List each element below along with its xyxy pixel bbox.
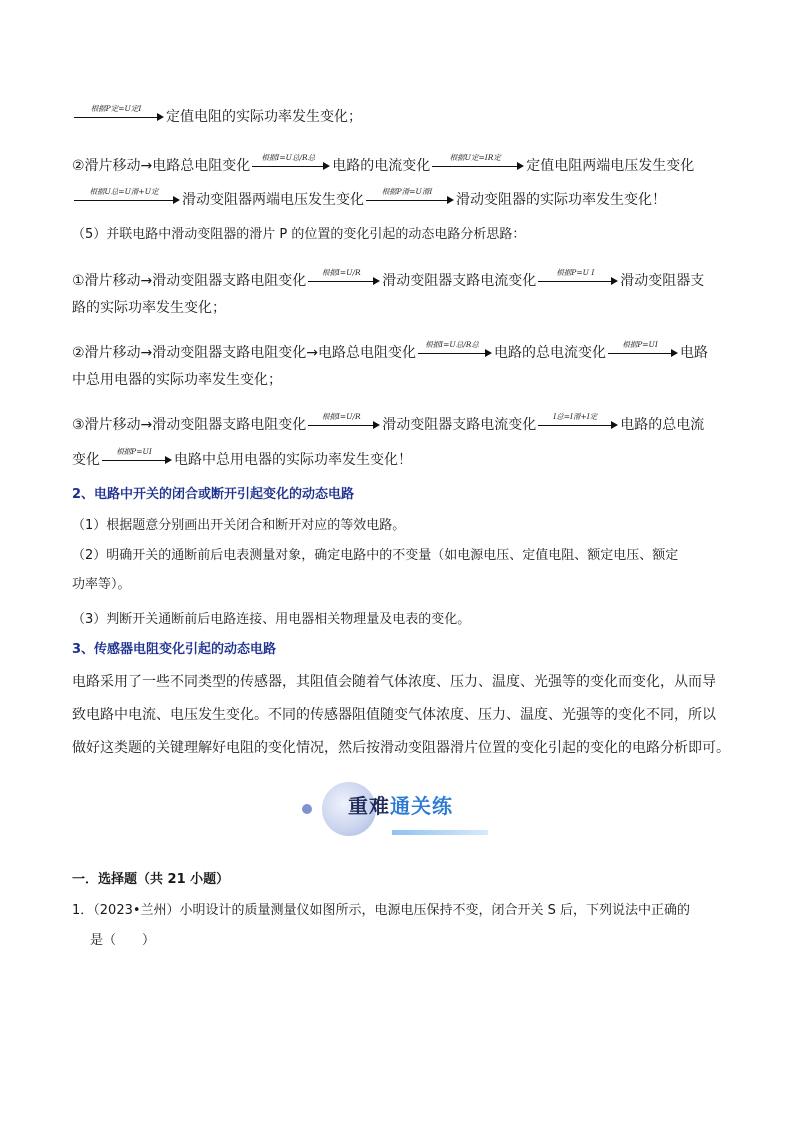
arrow-annotation: 根据P滑=U滑I bbox=[366, 189, 454, 211]
question-1-line-2: 是（ ） bbox=[90, 933, 156, 948]
paragraph-3c: 做好这类题的关键理解好电阻的变化情况，然后按滑动变阻器滑片位置的变化引起的变化的电路分析即可。 bbox=[72, 740, 730, 756]
text-line-7: ②滑片移动→滑动变阻器支路电阻变化→电路总电阻变化 根据I=U总/R总 电路的总电流变化 根据P=UI 电路 bbox=[72, 342, 722, 364]
paragraph-2-1: （1）根据题意分别画出开关闭合和断开对应的等效电路。 bbox=[72, 518, 406, 533]
section-heading-2: 2、电路中开关的闭合或断开引起变化的动态电路 bbox=[72, 487, 355, 502]
arrow-annotation: 根据I=U/R bbox=[308, 270, 380, 292]
arrow-annotation: 根据P定=U定I bbox=[74, 106, 164, 128]
paragraph-3b: 致电路中电流、电压发生变化。不同的传感器阻值随变气体浓度、压力、温度、光强等的变化不同，所以 bbox=[72, 707, 716, 723]
arrow-annotation: 根据P=UI bbox=[608, 342, 678, 364]
arrow-annotation: 根据U定=IR定 bbox=[432, 155, 524, 177]
text-line-10: 变化 根据P=UI 电路中总用电器的实际功率发生变化！ bbox=[72, 449, 722, 471]
arrow-annotation: 根据U总=U滑+U定 bbox=[74, 189, 180, 211]
paragraph-2-2a: （2）明确开关的通断前后电表测量对象，确定电路中的不变量（如电源电压、定值电阻、额定电压、额定 bbox=[72, 548, 679, 563]
text-line-9: ③滑片移动→滑动变阻器支路电阻变化 根据I=U/R 滑动变阻器支路电流变化 I总=I滑+I定 电路的总电流 bbox=[72, 414, 722, 436]
banner-underline bbox=[392, 830, 488, 835]
arrow-annotation: 根据P=U I bbox=[538, 270, 618, 292]
arrow-annotation: 根据I=U总/R总 bbox=[252, 155, 330, 177]
paragraph-2-2b: 功率等）。 bbox=[72, 577, 131, 592]
section-banner bbox=[300, 778, 500, 842]
paragraph-2-3: （3）判断开关通断前后电路连接、用电器相关物理量及电表的变化。 bbox=[72, 612, 471, 627]
arrow-annotation: 根据I=U总/R总 bbox=[418, 342, 492, 364]
banner-title: 重难通关练 bbox=[348, 794, 453, 818]
question-1-line-1: 1．（2023•兰州）小明设计的质量测量仪如图所示，电源电压保持不变，闭合开关 S 后，下列说法中正确的 bbox=[72, 903, 691, 918]
text-line-2: ②滑片移动→电路总电阻变化 根据I=U总/R总 电路的电流变化 根据U定=IR定 定值电阻两端电压发生变化 bbox=[72, 155, 722, 177]
section-heading-3: 3、传感器电阻变化引起的动态电路 bbox=[72, 642, 277, 657]
exercise-section-title: 一．选择题（共 21 小题） bbox=[72, 872, 230, 887]
text-line-8: 中总用电器的实际功率发生变化； bbox=[72, 372, 282, 388]
paragraph-3a: 电路采用了一些不同类型的传感器，其阻值会随着气体浓度、压力、温度、光强等的变化而变化，从而导 bbox=[72, 674, 716, 690]
text-line-6: 路的实际功率发生变化； bbox=[72, 300, 226, 316]
banner-dot-icon bbox=[302, 804, 312, 814]
text-line-4: （5）并联电路中滑动变阻器的滑片 P 的位置的变化引起的动态电路分析思路： bbox=[72, 227, 526, 242]
text-line-5: ①滑片移动→滑动变阻器支路电阻变化 根据I=U/R 滑动变阻器支路电流变化 根据P=U I 滑动变阻器支 bbox=[72, 270, 722, 292]
text-line-1: 根据P定=U定I 定值电阻的实际功率发生变化； bbox=[72, 106, 722, 128]
arrow-annotation: 根据I=U/R bbox=[308, 414, 380, 436]
text-line-3: 根据U总=U滑+U定 滑动变阻器两端电压发生变化 根据P滑=U滑I 滑动变阻器的实际功率发生变化！ bbox=[72, 189, 722, 211]
arrow-annotation: 根据P=UI bbox=[102, 449, 172, 471]
arrow-annotation: I总=I滑+I定 bbox=[538, 414, 618, 436]
